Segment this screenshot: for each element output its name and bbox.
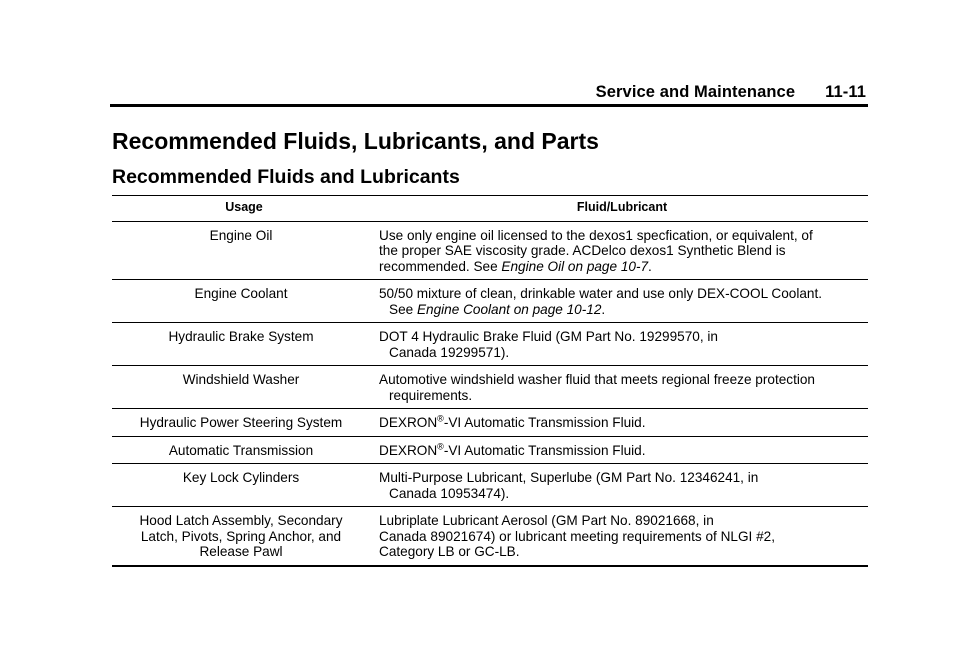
fluids-table xyxy=(112,195,868,567)
fluid-line-suffix: . xyxy=(648,258,652,274)
fluid-cell xyxy=(376,366,868,409)
fluid-cell xyxy=(376,436,868,464)
fluid-line: Lubriplate Lubricant Aerosol (GM Part No. 89021668, in xyxy=(379,513,714,528)
fluid-line: DOT 4 Hydraulic Brake Fluid (GM Part No. 19299570, in xyxy=(379,329,718,344)
usage-cell: Automatic Transmission xyxy=(112,436,376,464)
fluid-line: Category LB or GC-LB. xyxy=(379,544,520,559)
page-title: Recommended Fluids, Lubricants, and Parts xyxy=(112,128,599,154)
fluid-cell xyxy=(376,464,868,507)
usage-line: Release Pawl xyxy=(199,544,283,559)
fluid-cell xyxy=(376,409,868,437)
column-header-fluid: Fluid/Lubricant xyxy=(376,196,868,222)
fluid-name-suffix: -VI Automatic Transmission Fluid. xyxy=(443,442,646,458)
page-reference-link[interactable]: Engine Coolant on page 10-12 xyxy=(416,301,602,317)
usage-cell: Hydraulic Power Steering System xyxy=(112,409,376,437)
fluid-name: DEXRON xyxy=(379,415,438,430)
usage-line: Latch, Pivots, Spring Anchor, and xyxy=(140,528,342,544)
fluid-line: requirements. xyxy=(389,387,473,403)
usage-cell: Windshield Washer xyxy=(112,366,376,409)
fluid-line: 50/50 mixture of clean, drinkable water and use only DEX-COOL Coolant. xyxy=(379,286,823,301)
fluid-cell xyxy=(376,280,868,323)
fluid-cell xyxy=(376,323,868,366)
table-row xyxy=(112,221,868,280)
table-row xyxy=(112,464,868,507)
usage-cell: Engine Coolant xyxy=(112,280,376,323)
usage-line: Hood Latch Assembly, Secondary xyxy=(139,513,343,528)
fluid-line: See xyxy=(389,301,417,317)
fluid-line: Use only engine oil licensed to the dexos1 specfication, or equivalent, of xyxy=(379,227,813,243)
fluid-line: Canada 89021674) or lubricant meeting requirements of NLGI #2, xyxy=(379,528,775,544)
fluid-line: recommended. See xyxy=(379,258,502,274)
usage-cell: Engine Oil xyxy=(112,221,376,280)
fluid-name-suffix: -VI Automatic Transmission Fluid. xyxy=(443,415,646,430)
table-header-row xyxy=(112,196,868,222)
usage-cell xyxy=(112,507,376,566)
table-row xyxy=(112,507,868,566)
fluid-cell xyxy=(376,221,868,280)
section-title: Service and Maintenance xyxy=(595,83,796,101)
fluid-line-suffix: . xyxy=(601,301,606,317)
table-row xyxy=(112,280,868,323)
table-row xyxy=(112,323,868,366)
table-row xyxy=(112,409,868,437)
fluid-line: Multi-Purpose Lubricant, Superlube (GM Part No. 12346241, in xyxy=(379,470,759,485)
column-header-usage: Usage xyxy=(112,196,376,222)
fluid-line: the proper SAE viscosity grade. ACDelco dexos1 Synthetic Blend is xyxy=(379,243,786,258)
fluid-line: Automotive windshield washer fluid that meets regional freeze protection xyxy=(379,372,815,387)
usage-cell: Hydraulic Brake System xyxy=(112,323,376,366)
running-header xyxy=(596,83,866,102)
registered-mark: ® xyxy=(437,413,444,424)
section-subtitle: Recommended Fluids and Lubricants xyxy=(112,166,460,188)
registered-mark: ® xyxy=(437,440,444,451)
fluid-cell xyxy=(376,507,868,566)
table-row xyxy=(112,436,868,464)
page-number: 11-11 xyxy=(825,83,866,101)
header-rule xyxy=(110,104,868,107)
fluid-line: Canada 10953474). xyxy=(389,485,510,501)
usage-cell: Key Lock Cylinders xyxy=(112,464,376,507)
fluid-name: DEXRON xyxy=(379,442,438,458)
page-reference-link[interactable]: Engine Oil on page 10-7 xyxy=(501,258,649,274)
fluid-line: Canada 19299571). xyxy=(389,344,510,360)
table-row xyxy=(112,366,868,409)
